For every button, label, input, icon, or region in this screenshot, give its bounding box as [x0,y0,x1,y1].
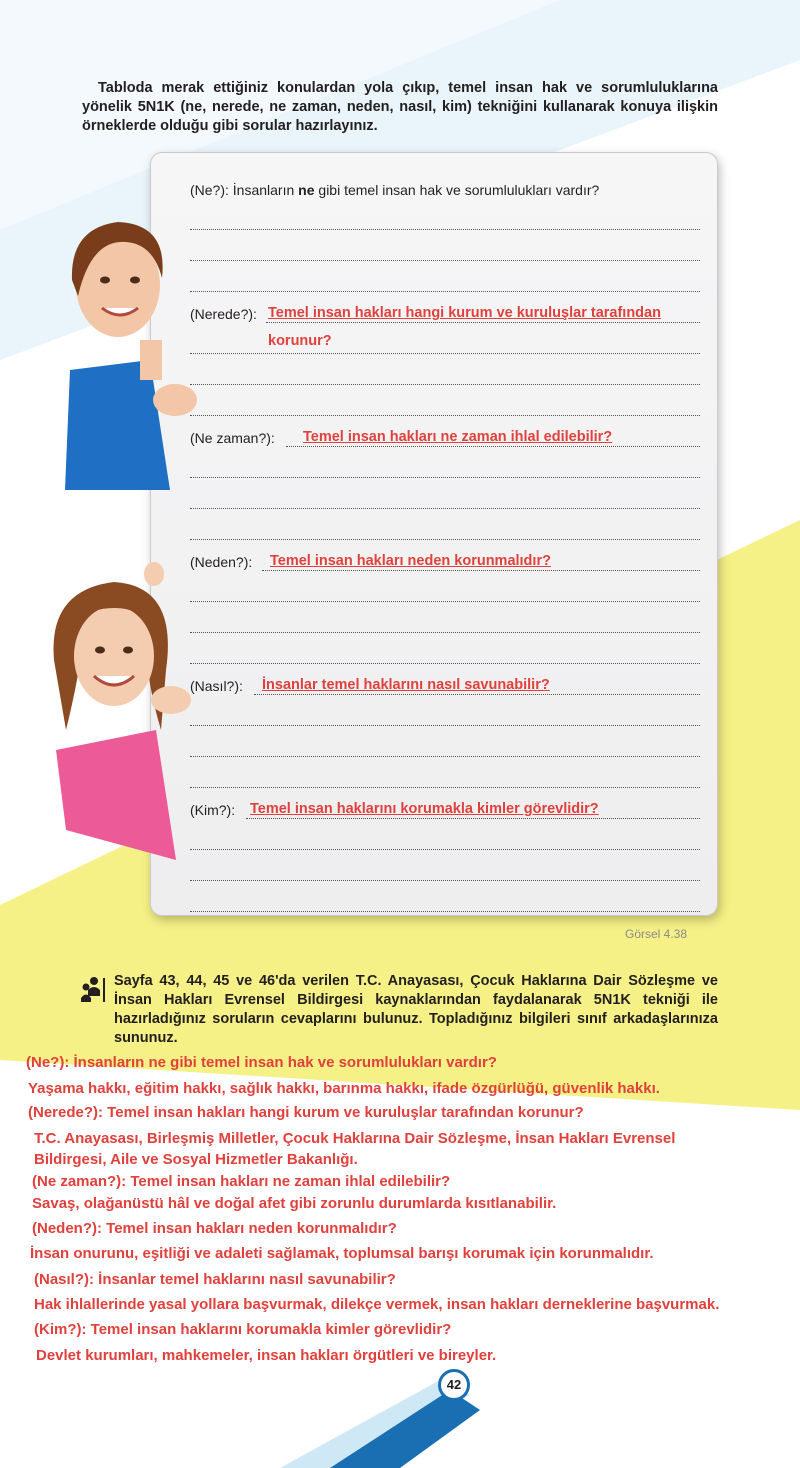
answer-line[interactable] [190,699,700,730]
question-answer-ne-zaman: Temel insan hakları ne zaman ihlal edilebilir? [303,429,613,445]
answer-question-nasil: (Nasıl?): İnsanlar temel haklarını nasıl savunabilir? [34,1271,396,1288]
answer-text-nerede-2: Bildirgesi, Aile ve Sosyal Hizmetler Bakanlığı. [34,1151,358,1168]
page-number: 42 [438,1369,470,1401]
question-row-kim [190,792,700,823]
group-people-icon [80,976,106,1004]
girl-face [74,606,154,706]
answer-line[interactable] [190,482,700,513]
answer-question-neden: (Neden?): Temel insan hakları neden korunmalıdır? [32,1220,397,1237]
answer-line[interactable] [190,761,700,792]
question-label-nerede: (Nerede?): [190,306,257,322]
intro-paragraph: Tabloda merak ettiğiniz konulardan yola çıkıp, temel insan hak ve sorumluluklarına yönelik 5N1K (ne, nerede, ne zaman, neden, nasıl, kim) tekniğini kullanarak konuya ilişkin örneklerde olduğu gibi sorular hazırlayınız. [82,80,718,134]
answer-line[interactable] [190,358,700,389]
answer-line[interactable] [190,606,700,637]
answer-text-nasil: Hak ihlallerinde yasal yollara başvurmak, dilekçe vermek, insan hakları derneklerine başvurmak. [34,1296,720,1313]
answer-line[interactable] [190,854,700,885]
question-label-ne: (Ne?): İnsanların ne gibi temel insan hak ve sorumlulukları vardır? [190,182,600,198]
answer-question-ne: (Ne?): İnsanların ne gibi temel insan hak ve sorumlulukları vardır? [26,1054,497,1071]
answer-text-ne: Yaşama hakkı, eğitim hakkı, sağlık hakkı, barınma hakkı, ifade özgürlüğü, güvenlik hakkı. [28,1080,660,1097]
answer-question-kim: (Kim?): Temel insan haklarını korumakla kimler görevlidir? [34,1321,452,1338]
answer-line[interactable] [190,637,700,668]
question-row-neden [190,544,700,575]
answer-question-nerede: (Nerede?): Temel insan hakları hangi kurum ve kuruluşlar tarafından korunur? [28,1104,584,1121]
question-label-kim: (Kim?): [190,802,236,818]
answer-text-neden: İnsan onurunu, eşitliği ve adaleti sağlamak, toplumsal barışı korumak için korunmalıdır. [30,1245,654,1262]
answer-question-ne-zaman: (Ne zaman?): Temel insan hakları ne zaman ihlal edilebilir? [32,1173,451,1190]
question-label-neden: (Neden?): [190,554,253,570]
question-answer-nerede-line1: Temel insan hakları hangi kurum ve kuruluşlar tarafından [268,305,661,321]
answer-line[interactable] [190,885,700,916]
answer-line[interactable] [190,265,700,296]
answer-line[interactable] [190,203,700,234]
answer-line[interactable] [190,234,700,265]
answer-line[interactable] [190,327,700,358]
board-questions [190,172,700,916]
girl-hand [151,686,191,714]
answer-text-ne-zaman: Savaş, olağanüstü hâl ve doğal afet gibi zorunlu durumlarda kısıtlanabilir. [32,1195,557,1212]
question-row-nerede [190,296,700,327]
task-paragraph: Sayfa 43, 44, 45 ve 46'da verilen T.C. Anayasası, Çocuk Haklarına Dair Sözleşme ve İnsan Hakları Evrensel Bildirgesi kaynaklarından faydalanarak 5N1K tekniği ile hazırladığınız soruların cevaplarını bulunuz. Topladığınız bilgileri sınıf arkadaşlarınıza sununuz. [114,973,718,1046]
question-row-ne [190,172,700,203]
answer-line[interactable] [190,389,700,420]
question-answer-kim: Temel insan haklarını korumakla kimler görevlidir? [250,801,599,817]
girl-shirt [56,730,176,860]
question-row-ne-zaman [190,420,700,451]
question-label-ne-zaman: (Ne zaman?): [190,430,275,446]
boy-illustration [40,200,200,490]
boy-hand [153,384,197,416]
answer-line[interactable] [190,451,700,482]
question-answer-neden: Temel insan hakları neden korunmalıdır? [270,553,551,569]
answer-line[interactable] [190,513,700,544]
answer-line[interactable] [190,730,700,761]
girl-illustration [36,560,196,860]
answer-line[interactable] [190,823,700,854]
question-row-nasil [190,668,700,699]
question-label-nasil: (Nasıl?): [190,678,243,694]
question-answer-nasil: İnsanlar temel haklarını nasıl savunabilir? [262,677,550,693]
answer-line[interactable] [190,575,700,606]
girl-top-hand [144,562,164,586]
question-answer-nerede-line2: korunur? [268,333,332,349]
answer-text-kim: Devlet kurumları, mahkemeler, insan hakları örgütleri ve bireyler. [36,1347,497,1364]
figure-caption: Görsel 4.38 [625,927,688,941]
answer-text-nerede-1: T.C. Anayasası, Birleşmiş Milletler, Çocuk Haklarına Dair Sözleşme, İnsan Hakları Evrensel [34,1130,676,1147]
